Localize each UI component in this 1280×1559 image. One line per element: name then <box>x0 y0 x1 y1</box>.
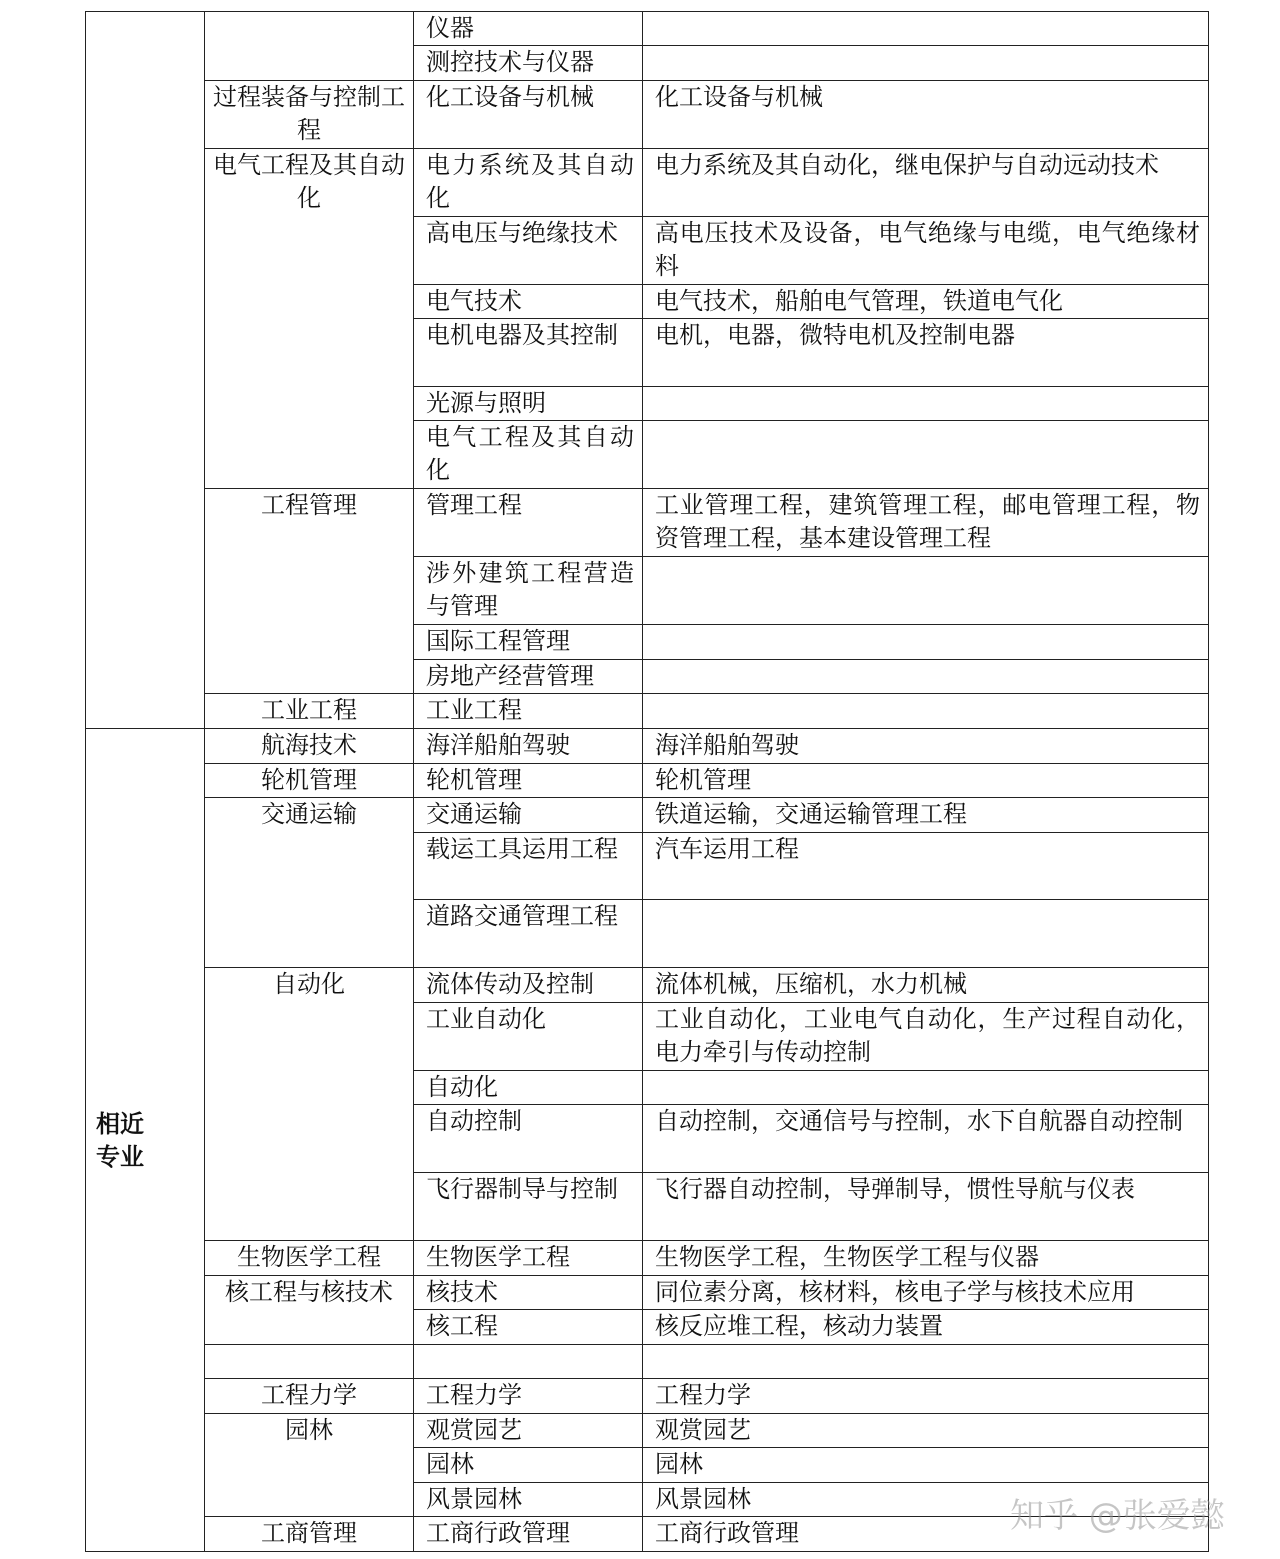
former-major-cell <box>643 421 1209 489</box>
former-major-cell: 工业自动化，工业电气自动化，生产过程自动化，电力牵引与传动控制 <box>643 1003 1209 1071</box>
sub-major-cell: 电气技术 <box>414 285 643 319</box>
sub-major-cell: 工程力学 <box>414 1379 643 1414</box>
major-cell: 核工程与核技术 <box>205 1276 414 1345</box>
former-major-cell <box>643 387 1209 421</box>
group-label: 相近 专业 <box>96 1109 144 1171</box>
sub-major-cell: 园林 <box>414 1448 643 1483</box>
sub-major-cell: 电气工程及其自动化 <box>414 421 643 489</box>
sub-major-cell: 化工设备与机械 <box>414 81 643 149</box>
former-major-cell: 工商行政管理 <box>643 1517 1209 1552</box>
sub-major-cell: 核技术 <box>414 1276 643 1310</box>
sub-major-cell: 载运工具运用工程 <box>414 833 643 900</box>
table-row <box>86 1276 1209 1310</box>
sub-major-cell: 生物医学工程 <box>414 1241 643 1276</box>
group-cell <box>86 12 205 729</box>
sub-major-cell: 工商行政管理 <box>414 1517 643 1552</box>
former-major-cell: 铁道运输，交通运输管理工程 <box>643 798 1209 833</box>
former-major-cell: 化工设备与机械 <box>643 81 1209 149</box>
sub-major-cell: 流体传动及控制 <box>414 968 643 1003</box>
table-row <box>86 729 1209 764</box>
table-row <box>86 1379 1209 1414</box>
former-major-cell: 飞行器自动控制，导弹制导，惯性导航与仪表 <box>643 1173 1209 1241</box>
former-major-cell: 电力系统及其自动化，继电保护与自动远动技术 <box>643 149 1209 217</box>
former-major-cell <box>643 660 1209 694</box>
table-row <box>86 12 1209 46</box>
table-row <box>86 1414 1209 1448</box>
table-row <box>86 798 1209 833</box>
table-row <box>86 489 1209 557</box>
table-row <box>86 764 1209 798</box>
major-cell: 工程力学 <box>205 1379 414 1414</box>
former-major-cell: 风景园林 <box>643 1483 1209 1517</box>
former-major-cell <box>643 12 1209 46</box>
major-cell: 园林 <box>205 1414 414 1517</box>
sub-major-cell: 交通运输 <box>414 798 643 833</box>
former-major-cell: 流体机械，压缩机，水力机械 <box>643 968 1209 1003</box>
table-row <box>86 149 1209 217</box>
table-row <box>86 1345 1209 1379</box>
sub-major-cell: 高电压与绝缘技术 <box>414 217 643 285</box>
former-major-cell: 轮机管理 <box>643 764 1209 798</box>
major-cell: 轮机管理 <box>205 764 414 798</box>
former-major-cell: 核反应堆工程，核动力装置 <box>643 1310 1209 1345</box>
former-major-cell <box>643 1071 1209 1105</box>
former-major-cell <box>643 625 1209 660</box>
table-row <box>86 968 1209 1003</box>
sub-major-cell: 光源与照明 <box>414 387 643 421</box>
sub-major-cell: 道路交通管理工程 <box>414 900 643 968</box>
former-major-cell: 工程力学 <box>643 1379 1209 1414</box>
former-major-cell <box>643 1345 1209 1379</box>
former-major-cell <box>643 900 1209 968</box>
former-major-cell: 自动控制，交通信号与控制，水下自航器自动控制 <box>643 1105 1209 1173</box>
major-cell: 工业工程 <box>205 694 414 729</box>
sub-major-cell: 海洋船舶驾驶 <box>414 729 643 764</box>
former-major-cell: 电气技术，船舶电气管理，铁道电气化 <box>643 285 1209 319</box>
former-major-cell: 生物医学工程，生物医学工程与仪器 <box>643 1241 1209 1276</box>
sub-major-cell: 仪器 <box>414 12 643 46</box>
former-major-cell: 园林 <box>643 1448 1209 1483</box>
sub-major-cell: 电力系统及其自动化 <box>414 149 643 217</box>
former-major-cell: 工业管理工程，建筑管理工程，邮电管理工程，物资管理工程，基本建设管理工程 <box>643 489 1209 557</box>
table-row <box>86 694 1209 729</box>
sub-major-cell <box>414 1345 643 1379</box>
former-major-cell: 海洋船舶驾驶 <box>643 729 1209 764</box>
sub-major-cell: 涉外建筑工程营造与管理 <box>414 557 643 625</box>
watermark: 知乎 @张爱懿 <box>1010 1496 1225 1536</box>
former-major-cell: 电机，电器，微特电机及控制电器 <box>643 319 1209 387</box>
major-cell: 生物医学工程 <box>205 1241 414 1276</box>
sub-major-cell: 轮机管理 <box>414 764 643 798</box>
sub-major-cell: 自动控制 <box>414 1105 643 1173</box>
former-major-cell: 汽车运用工程 <box>643 833 1209 900</box>
major-table <box>85 11 1209 1552</box>
major-cell: 自动化 <box>205 968 414 1241</box>
major-cell: 交通运输 <box>205 798 414 968</box>
group-cell <box>86 729 205 1552</box>
former-major-cell <box>643 557 1209 625</box>
sub-major-cell: 自动化 <box>414 1071 643 1105</box>
former-major-cell: 高电压技术及设备，电气绝缘与电缆，电气绝缘材料 <box>643 217 1209 285</box>
former-major-cell: 观赏园艺 <box>643 1414 1209 1448</box>
major-cell: 工程管理 <box>205 489 414 694</box>
major-cell: 工商管理 <box>205 1517 414 1552</box>
table-row <box>86 1241 1209 1276</box>
major-cell: 过程装备与控制工程 <box>205 81 414 149</box>
sub-major-cell: 电机电器及其控制 <box>414 319 643 387</box>
table-row <box>86 81 1209 149</box>
former-major-cell <box>643 694 1209 729</box>
sub-major-cell: 工业工程 <box>414 694 643 729</box>
sub-major-cell: 风景园林 <box>414 1483 643 1517</box>
sub-major-cell: 管理工程 <box>414 489 643 557</box>
major-cell: 航海技术 <box>205 729 414 764</box>
major-cell <box>205 1345 414 1379</box>
sub-major-cell: 工业自动化 <box>414 1003 643 1071</box>
sub-major-cell: 测控技术与仪器 <box>414 46 643 81</box>
sub-major-cell: 核工程 <box>414 1310 643 1345</box>
former-major-cell: 同位素分离，核材料，核电子学与核技术应用 <box>643 1276 1209 1310</box>
sub-major-cell: 飞行器制导与控制 <box>414 1173 643 1241</box>
major-cell: 电气工程及其自动化 <box>205 149 414 489</box>
major-cell <box>205 12 414 81</box>
major-table-body <box>86 12 1209 1552</box>
sub-major-cell: 房地产经营管理 <box>414 660 643 694</box>
sub-major-cell: 观赏园艺 <box>414 1414 643 1448</box>
former-major-cell <box>643 46 1209 81</box>
sub-major-cell: 国际工程管理 <box>414 625 643 660</box>
